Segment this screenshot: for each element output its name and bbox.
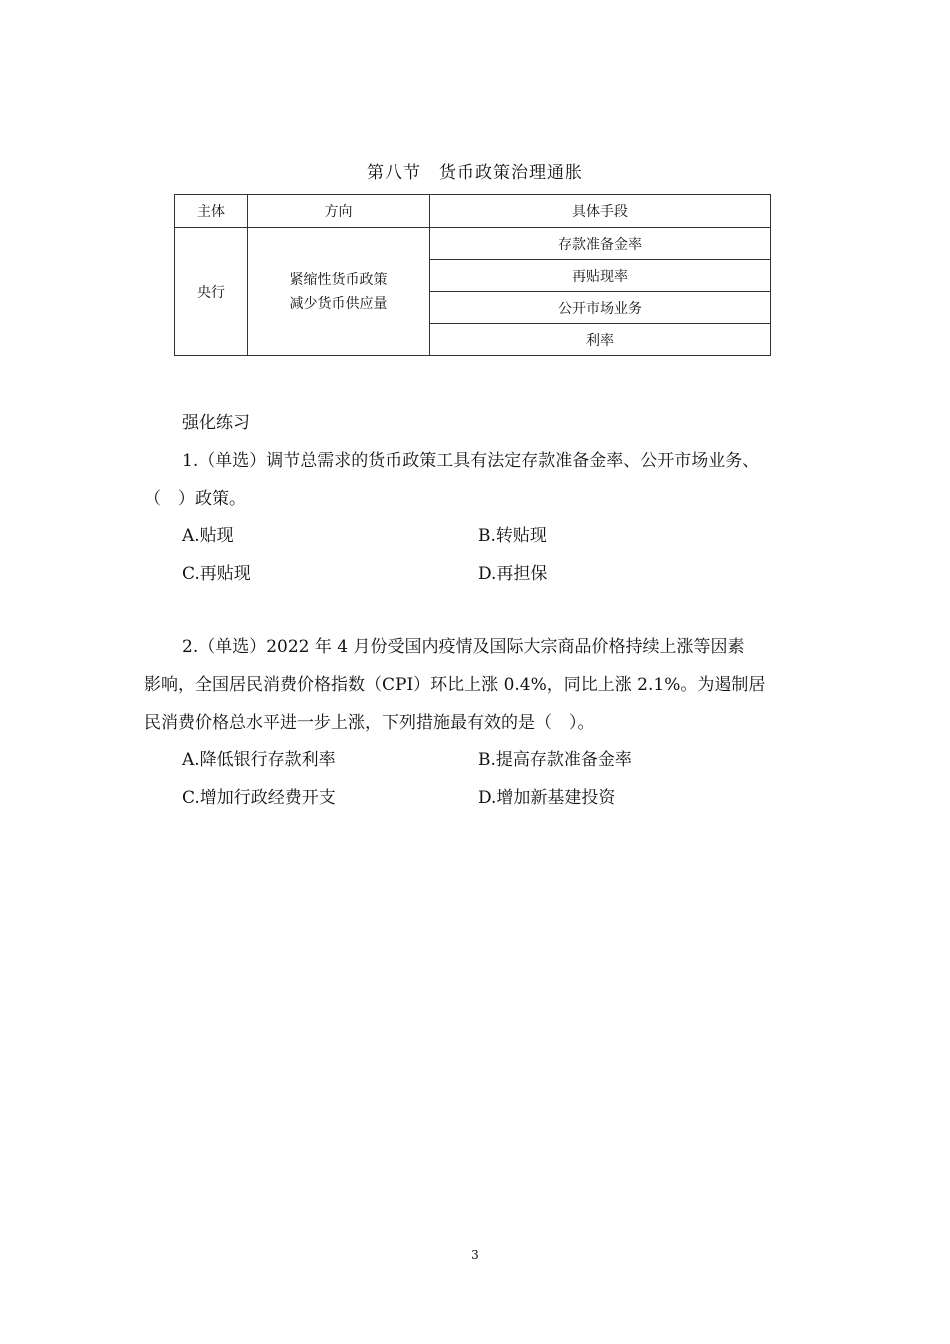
question-2-option-d: D.增加新基建投资 [478,788,616,808]
means-cell: 公开市场业务 [430,292,771,324]
page-number: 3 [471,1248,479,1262]
practice-heading: 强化练习 [182,413,250,433]
header-subject: 主体 [175,195,248,228]
means-cell: 再贴现率 [430,260,771,292]
question-1-option-b: B.转贴现 [478,526,547,546]
question-2-option-c: C.增加行政经费开支 [182,788,336,808]
header-direction: 方向 [248,195,430,228]
question-1-option-c: C.再贴现 [182,564,251,584]
monetary-policy-table [174,194,771,356]
question-2-option-b: B.提高存款准备金率 [478,750,632,770]
means-cell: 存款准备金率 [430,228,771,260]
means-cell: 利率 [430,324,771,356]
table-header-row [175,195,771,228]
question-2-line: 民消费价格总水平进一步上涨，下列措施最有效的是（ ）。 [144,713,595,733]
header-means: 具体手段 [430,195,771,228]
question-1-line: 1.（单选）调节总需求的货币政策工具有法定存款准备金率、公开市场业务、 [182,451,760,471]
section-title: 第八节 货币政策治理通胀 [367,163,583,183]
question-1-option-d: D.再担保 [478,564,548,584]
question-1-line: （ ）政策。 [144,489,246,509]
question-2-option-a: A.降低银行存款利率 [182,750,336,770]
table-row [175,228,771,260]
question-1-option-a: A.贴现 [182,526,234,546]
subject-cell: 央行 [175,228,248,356]
direction-cell [248,228,430,356]
question-2-line: 影响，全国居民消费价格指数（CPI）环比上涨 0.4%，同比上涨 2.1%。为遏制居 [144,675,766,695]
direction-line: 减少货币供应量 [289,295,388,312]
question-2-line: 2.（单选）2022 年 4 月份受国内疫情及国际大宗商品价格持续上涨等因素 [182,637,745,657]
direction-line: 紧缩性货币政策 [289,271,388,288]
